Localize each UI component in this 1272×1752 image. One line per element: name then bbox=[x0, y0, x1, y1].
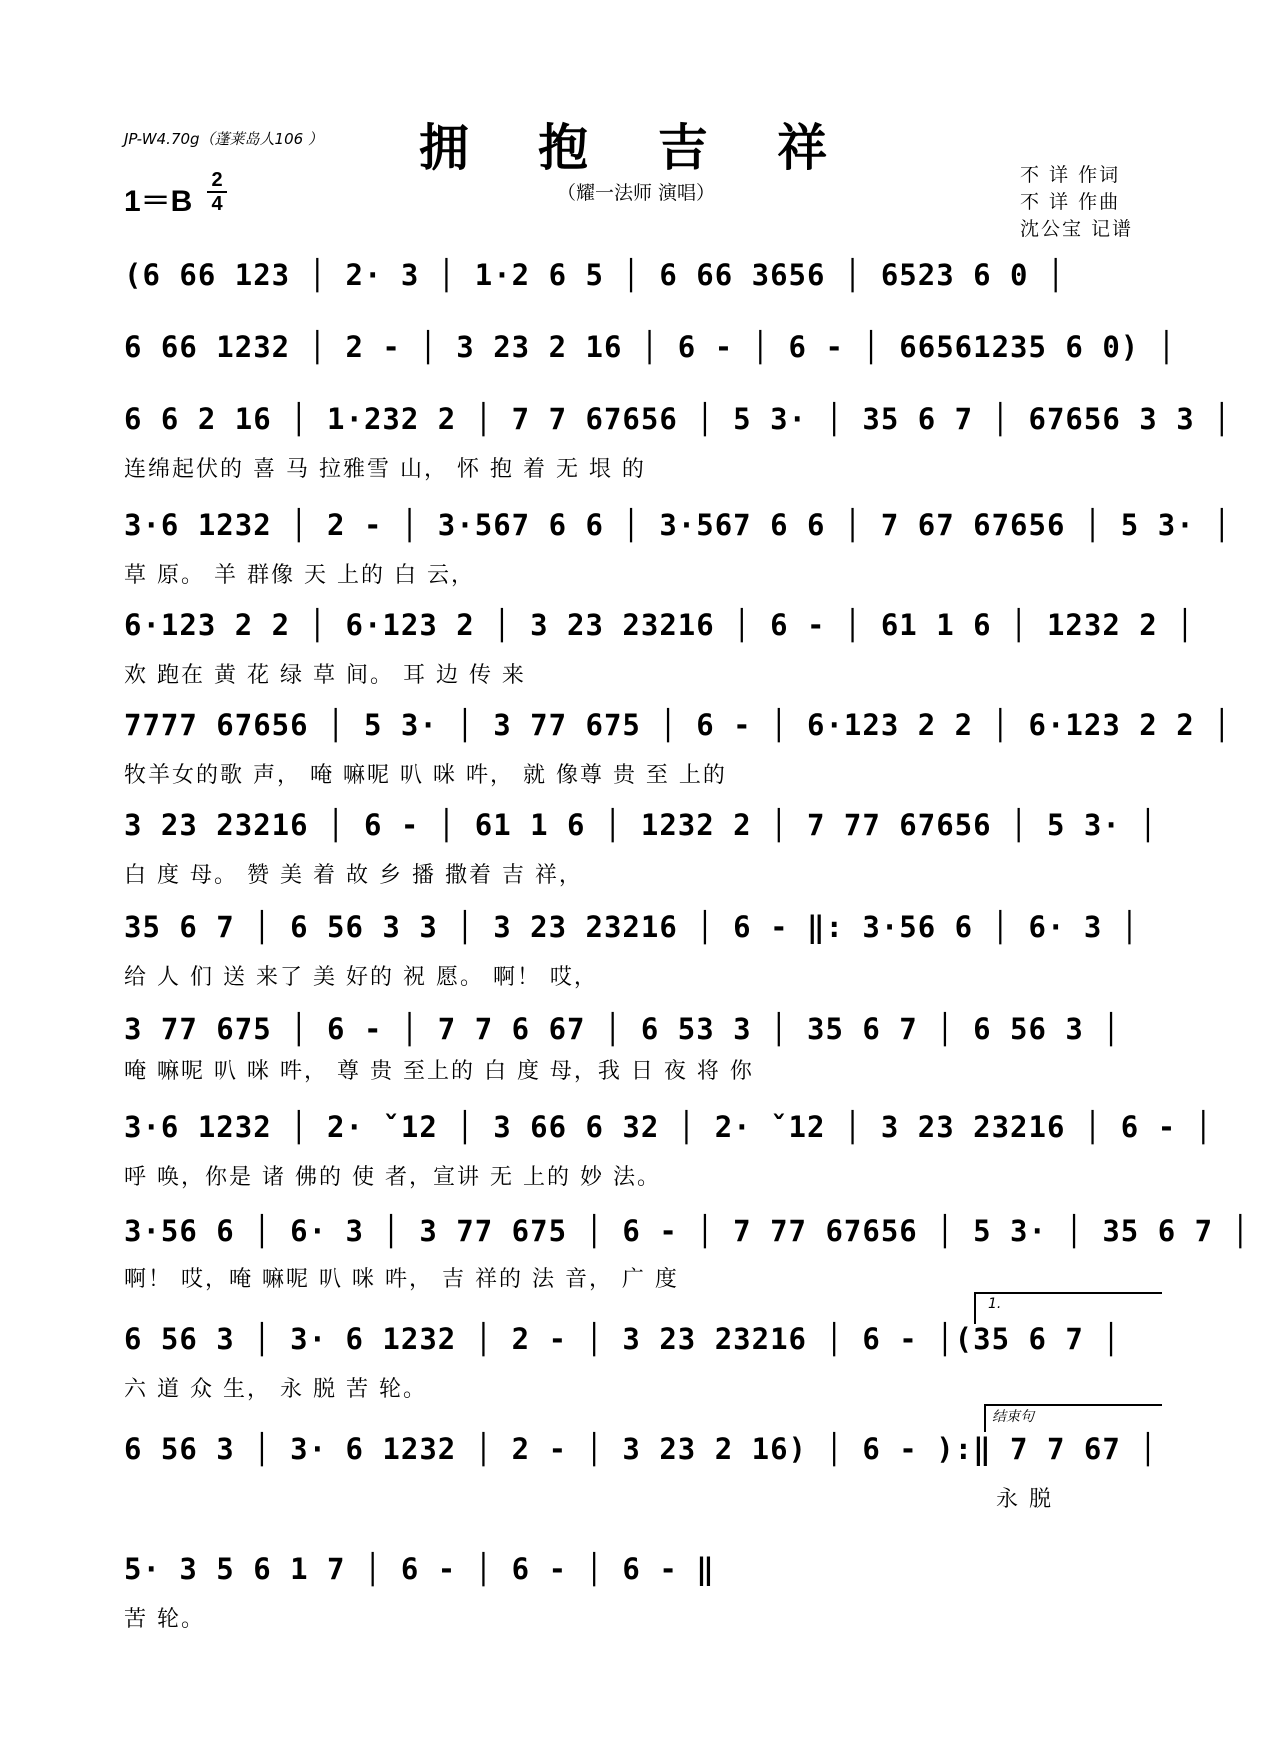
credit-composer: 不 详 作曲 bbox=[1020, 191, 1121, 213]
system-13-lyrics: 永 脱 bbox=[996, 1487, 1053, 1512]
system-7-lyrics: 白 度 母。 赞 美 着 故 乡 播 撒着 吉 祥， bbox=[124, 863, 583, 888]
system-4-notes: 3·6 1232 │ 2 - │ 3·567 6 6 │ 3·567 6 6 │ 7 67 67656 │ 5 3· │ bbox=[124, 508, 1232, 542]
system-10-notes: 3·6 1232 │ 2· ˇ12 │ 3 66 6 32 │ 2· ˇ12 │ 3 23 23216 │ 6 - │ bbox=[124, 1110, 1214, 1144]
system-7-notes: 3 23 23216 │ 6 - │ 61 1 6 │ 1232 2 │ 7 77 67656 │ 5 3· │ bbox=[124, 808, 1158, 842]
system-8-notes: 35 6 7 │ 6 56 3 3 │ 3 23 23216 │ 6 - ‖: 3·56 6 │ 6· 3 │ bbox=[124, 910, 1140, 944]
system-5-lyrics: 欢 跑在 黄 花 绿 草 间。 耳 边 传 来 bbox=[124, 663, 526, 688]
system-5-notes: 6·123 2 2 │ 6·123 2 │ 3 23 23216 │ 6 - │ 61 1 6 │ 1232 2 │ bbox=[124, 608, 1195, 642]
performer-subtitle: （耀一法师 演唱） bbox=[556, 182, 716, 204]
system-12-lyrics: 六 道 众 生， 永 脱 苦 轮。 bbox=[124, 1377, 427, 1402]
system-6-notes: 7777 67656 │ 5 3· │ 3 77 675 │ 6 - │ 6·123 2 2 │ 6·123 2 2 │ bbox=[124, 708, 1232, 742]
system-13-notes: 6 56 3 │ 3· 6 1232 │ 2 - │ 3 23 2 16) │ 6 - ):‖ 7 7 67 │ bbox=[124, 1432, 1158, 1466]
system-4-lyrics: 草 原。 羊 群像 天 上的 白 云， bbox=[124, 563, 475, 588]
system-14-lyrics: 苦 轮。 bbox=[124, 1607, 205, 1632]
system-10-lyrics: 呼 唤，你是 诸 佛的 使 者，宣讲 无 上的 妙 法。 bbox=[124, 1165, 661, 1190]
system-1-notes: (6 66 123 │ 2· 3 │ 1·2 6 5 │ 6 66 3656 │ 6523 6 0 │ bbox=[124, 258, 1066, 292]
system-8-lyrics: 给 人 们 送 来了 美 好的 祝 愿。 啊！ 哎， bbox=[124, 965, 598, 990]
volta-1-label: 1. bbox=[988, 1296, 1002, 1312]
credit-lyricist: 不 详 作词 bbox=[1020, 164, 1121, 186]
key-signature: 1＝B bbox=[124, 185, 193, 218]
system-9-notes: 3 77 675 │ 6 - │ 7 7 6 67 │ 6 53 3 │ 35 6 7 │ 6 56 3 │ bbox=[124, 1012, 1121, 1046]
source-note: JP-W4.70g（蓬莱岛人106 ） bbox=[124, 130, 323, 148]
system-2-notes: 6 66 1232 │ 2 - │ 3 23 2 16 │ 6 - │ 6 - │ 66561235 6 0) │ bbox=[124, 330, 1177, 364]
credit-transcriber: 沈公宝 记谱 bbox=[1020, 218, 1134, 240]
system-12-notes: 6 56 3 │ 3· 6 1232 │ 2 - │ 3 23 23216 │ 6 - │(35 6 7 │ bbox=[124, 1322, 1121, 1356]
time-signature bbox=[207, 170, 227, 214]
system-9-lyrics: 唵 嘛呢 叭 咪 吽， 尊 贵 至上的 白 度 母，我 日 夜 将 你 bbox=[124, 1059, 754, 1084]
time-signature-top: 2 bbox=[211, 169, 223, 191]
song-title: 拥 抱 吉 祥 bbox=[418, 118, 854, 177]
system-11-notes: 3·56 6 │ 6· 3 │ 3 77 675 │ 6 - │ 7 77 67656 │ 5 3· │ 35 6 7 │ bbox=[124, 1214, 1251, 1248]
time-signature-bottom: 4 bbox=[211, 193, 223, 215]
ending-label: 结束句 bbox=[992, 1409, 1034, 1425]
system-6-lyrics: 牧羊女的歌 声， 唵 嘛呢 叭 咪 吽， 就 像尊 贵 至 上的 bbox=[124, 763, 727, 788]
system-3-lyrics: 连绵起伏的 喜 马 拉雅雪 山， 怀 抱 着 无 垠 的 bbox=[124, 457, 646, 482]
volta-bracket-1 bbox=[974, 1292, 1162, 1324]
system-3-notes: 6 6 2 16 │ 1·232 2 │ 7 7 67656 │ 5 3· │ 35 6 7 │ 67656 3 3 │ bbox=[124, 402, 1232, 436]
system-14-notes: 5· 3 5 6 1 7 │ 6 - │ 6 - │ 6 - ‖ bbox=[124, 1552, 715, 1586]
system-11-lyrics: 啊！ 哎，唵 嘛呢 叭 咪 吽， 吉 祥的 法 音， 广 度 bbox=[124, 1267, 679, 1292]
